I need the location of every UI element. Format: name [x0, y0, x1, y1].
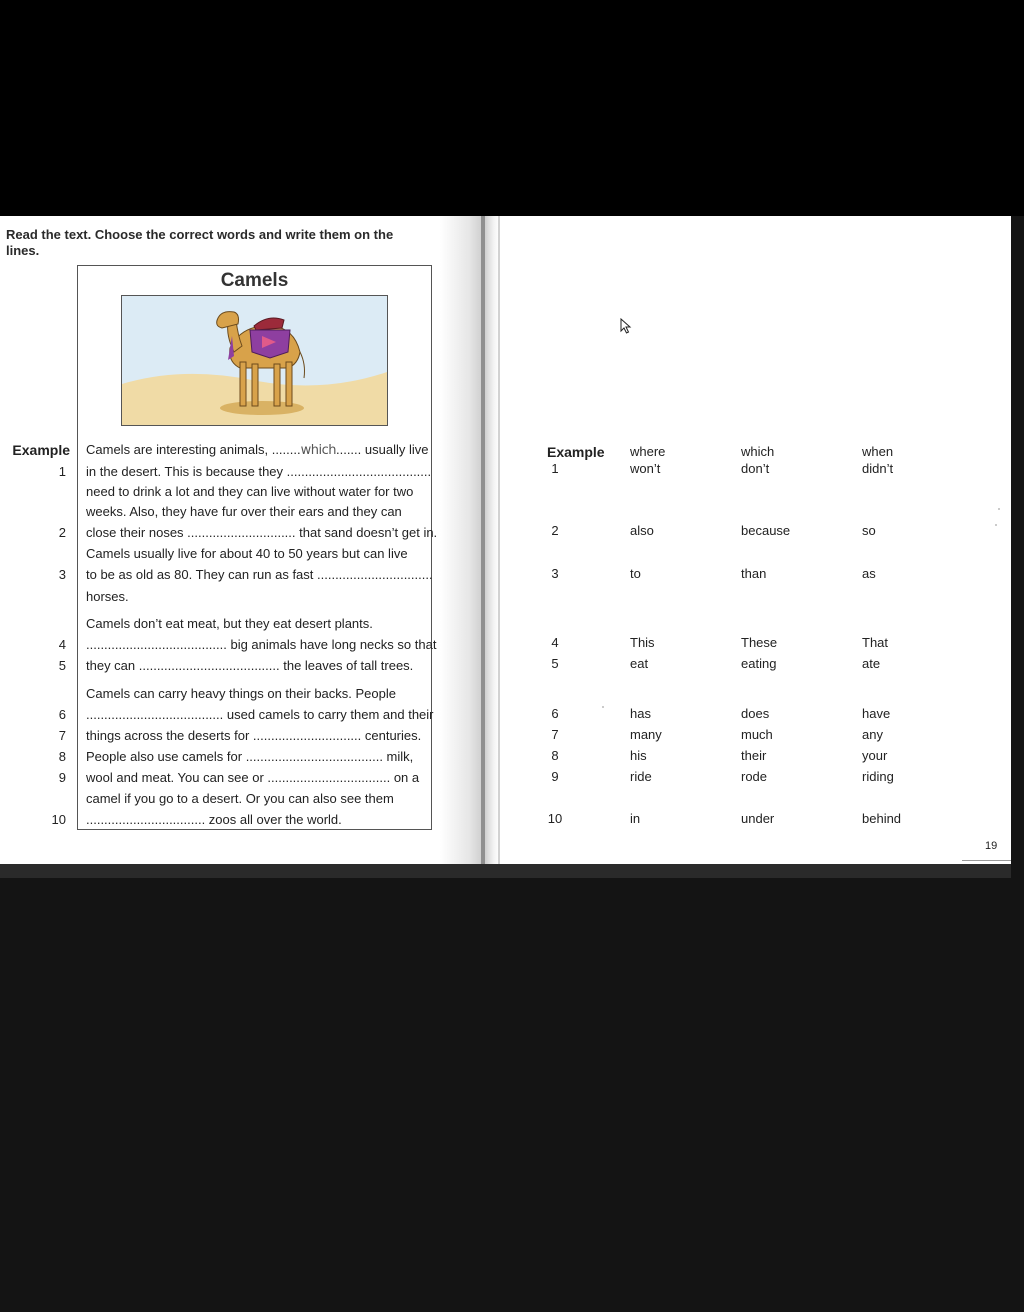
passage-text-segment: Camels are interesting animals,: [86, 442, 272, 457]
passage-line: People also use camels for ...................................... milk,: [86, 749, 414, 764]
option-row: [0, 566, 1011, 582]
passage-line: Camels can carry heavy things on their backs. People: [86, 686, 396, 701]
line-number: 4: [58, 637, 66, 652]
option-a: where: [630, 444, 666, 459]
scan-speck: [998, 508, 1000, 510]
option-c: your: [862, 748, 888, 763]
option-c: riding: [862, 769, 894, 784]
passage-text: [78, 216, 438, 864]
option-c: behind: [862, 811, 902, 826]
option-c: as: [862, 566, 876, 581]
passage-line: in the desert. This is because they ........................................: [86, 464, 432, 479]
line-number-example: Example: [12, 442, 70, 458]
option-b: much: [741, 727, 773, 742]
passage-line: ....................................... big animals have long necks so that: [86, 637, 437, 652]
option-row: [0, 748, 1011, 764]
option-a: many: [630, 727, 662, 742]
option-b: rode: [741, 769, 768, 784]
option-a: his: [630, 748, 647, 763]
option-row: [0, 811, 1011, 827]
option-number: 1: [551, 461, 559, 476]
option-a: also: [630, 523, 654, 538]
blank-dots: ........: [271, 442, 301, 457]
passage-line: things across the deserts for .............................. centuries.: [86, 728, 422, 743]
passage-line: to be as old as 80. They can run as fast ................................: [86, 567, 433, 582]
passage-line: horses.: [86, 589, 129, 604]
passage-line: Camels don’t eat meat, but they eat desert plants.: [86, 616, 373, 631]
option-c: when: [862, 444, 894, 459]
option-number: 4: [551, 635, 559, 650]
option-c: have: [862, 706, 891, 721]
option-c: so: [862, 523, 876, 538]
bottom-bar: [0, 864, 1011, 878]
option-row: [0, 769, 1011, 785]
passage-line: ...................................... used camels to carry them and their: [86, 707, 434, 722]
option-a: has: [630, 706, 651, 721]
passage-line: camel if you go to a desert. Or you can also see them: [86, 791, 394, 806]
option-b: their: [741, 748, 767, 763]
mouse-pointer-icon: [620, 318, 632, 339]
option-a: This: [630, 635, 655, 650]
scan-speck: [995, 524, 997, 526]
option-b: don’t: [741, 461, 770, 476]
option-row: [0, 523, 1011, 539]
passage-line: close their noses .............................. that sand doesn’t get in.: [86, 525, 438, 540]
instructions: Read the text. Choose the correct words and write them on the lines.: [6, 227, 394, 258]
scan-speck: [602, 706, 604, 708]
option-c: didn’t: [862, 461, 894, 476]
option-number: 9: [551, 769, 559, 784]
line-number: 5: [58, 658, 66, 673]
option-c: ate: [862, 656, 881, 671]
line-number: 2: [58, 525, 66, 540]
option-row-example: [0, 444, 1011, 460]
option-b: under: [741, 811, 775, 826]
option-b: than: [741, 566, 767, 581]
option-number: Example: [547, 444, 605, 460]
gutter-edge: [498, 216, 500, 864]
option-row: [0, 727, 1011, 743]
line-number: 9: [58, 770, 66, 785]
option-number: 7: [551, 727, 559, 742]
gutter-shadow-right: [485, 216, 499, 864]
example-answer: which: [300, 443, 336, 458]
option-a: ride: [630, 769, 652, 784]
option-c: any: [862, 727, 883, 742]
line-number: 10: [51, 812, 66, 827]
passage-line: ................................. zoos all over the world.: [86, 812, 342, 827]
text-title: Camels: [220, 270, 289, 291]
line-number: 3: [58, 567, 66, 582]
option-a: eat: [630, 656, 649, 671]
option-b: which: [741, 444, 775, 459]
page-number: 19: [985, 840, 998, 852]
line-number: 8: [58, 749, 66, 764]
passage-line: need to drink a lot and they can live without water for two: [86, 484, 414, 499]
option-c: That: [862, 635, 889, 650]
passage-line: wool and meat. You can see or .................................. on a: [86, 770, 420, 785]
option-row: [0, 635, 1011, 651]
option-a: to: [630, 566, 641, 581]
passage-line: weeks. Also, they have fur over their ears and they can: [86, 504, 402, 519]
option-number: 2: [551, 523, 559, 538]
option-b: These: [741, 635, 778, 650]
page-footer-rule: [962, 860, 1011, 861]
option-b: does: [741, 706, 770, 721]
option-b: because: [741, 523, 791, 538]
gutter-shadow-left: [440, 216, 482, 864]
passage-line: Camels usually live for about 40 to 50 years but can live: [86, 546, 408, 561]
line-number: 6: [58, 707, 66, 722]
blank-dots: .......: [335, 442, 362, 457]
line-number: 7: [58, 728, 66, 743]
top-letterbox: [0, 0, 1024, 216]
book-spread: [0, 216, 1011, 864]
passage-line: they can ....................................... the leaves of tall trees.: [86, 658, 414, 673]
option-number: 5: [551, 656, 559, 671]
option-number: 10: [547, 811, 563, 826]
option-a: in: [630, 811, 641, 826]
option-number: 8: [551, 748, 559, 763]
option-row: [0, 461, 1011, 477]
option-number: 6: [551, 706, 559, 721]
option-row: [0, 656, 1011, 672]
option-a: won’t: [630, 461, 661, 476]
option-number: 3: [551, 566, 559, 581]
line-number: 1: [58, 464, 66, 479]
passage-text-segment: usually live: [361, 442, 429, 457]
option-row: [0, 706, 1011, 722]
option-b: eating: [741, 656, 777, 671]
